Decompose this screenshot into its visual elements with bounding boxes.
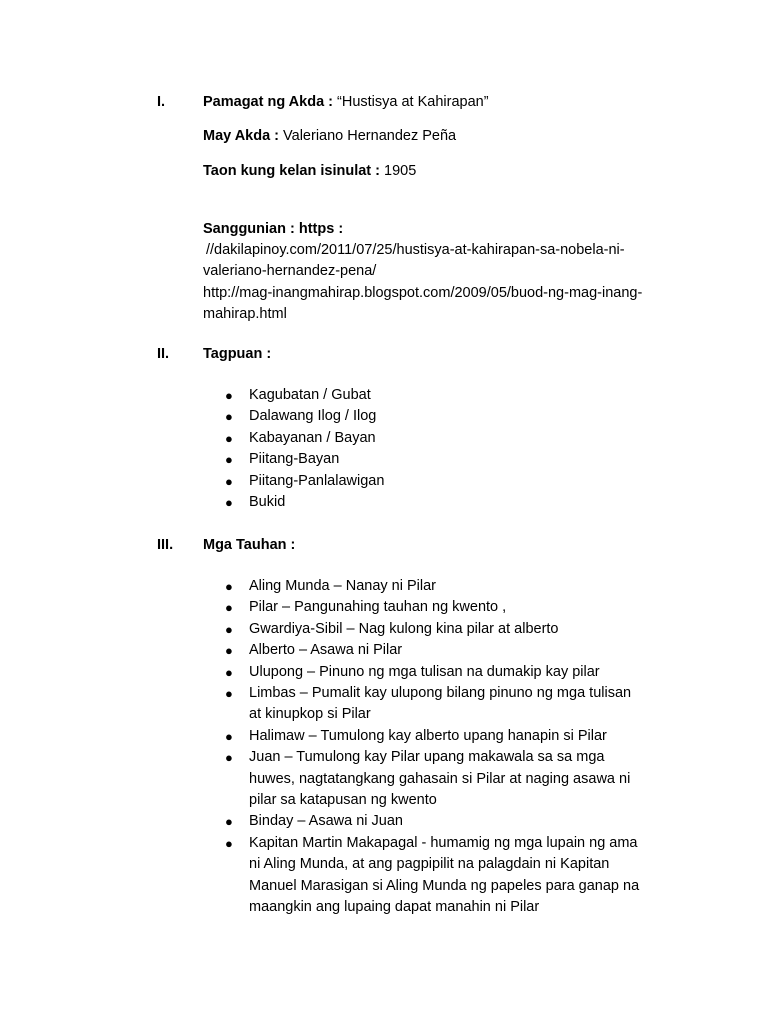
author-label: May Akda : <box>203 128 280 144</box>
source-line: http://mag-inangmahirap.blogspot.com/2009/05/buod-ng-mag-inang- <box>203 284 643 301</box>
bullet-icon: ● <box>225 495 233 511</box>
source-line: //dakilapinoy.com/2011/07/25/hustisya-at-kahirapan-sa-nobela-ni- <box>206 242 625 258</box>
list-item: ● Limbas – Pumalit kay ulupong bilang pinuno ng mga tulisan at kinupkop si Pilar <box>225 685 632 723</box>
section-1-numeral: I. <box>157 94 166 110</box>
list-item: ● Pilar – Pangunahing tauhan ng kwento , <box>203 597 643 618</box>
section-3-numeral: III. <box>157 537 174 553</box>
bullet-icon: ● <box>225 388 233 403</box>
list-item: ● Piitang-Bayan <box>203 449 643 470</box>
setting-heading: Tagpuan : <box>203 346 272 362</box>
sources-list <box>203 240 683 326</box>
list-item: ● Alberto – Asawa ni Pilar <box>203 640 643 661</box>
list-item: ● Piitang-Panlalawigan <box>203 471 643 492</box>
characters-heading: Mga Tauhan : <box>203 537 296 553</box>
bullet-icon: ● <box>225 643 233 659</box>
bullet-icon: ● <box>225 686 233 702</box>
author-value: Valeriano Hernandez Peña <box>283 128 457 144</box>
year-label: Taon kung kelan isinulat : <box>203 163 380 179</box>
bullet-icon: ● <box>225 579 233 594</box>
bullet-icon: ● <box>225 835 233 851</box>
bullet-icon: ● <box>225 452 233 468</box>
title-line <box>203 92 489 112</box>
list-item: ● Aling Munda – Nanay ni Pilar <box>203 576 643 597</box>
list-item: ● Bukid <box>203 492 643 513</box>
list-item: ● Kabayanan / Bayan <box>203 428 643 449</box>
list-item: ● Gwardiya-Sibil – Nag kulong kina pilar at alberto <box>203 619 643 640</box>
author-line <box>203 126 456 146</box>
list-item: ● Kapitan Martin Makapagal - humamig ng mga lupain ng ama ni Aling Munda, at ang pagpipilit na palagdain ni Kapitan Manuel Marasigan si Aling Munda ng papeles para ganap na maangkin ang lupaing dapat manahin ni Pilar <box>225 834 640 916</box>
characters-list <box>203 576 643 919</box>
list-item: ● Kagubatan / Gubat <box>203 385 643 406</box>
bullet-icon: ● <box>225 621 233 637</box>
year-line <box>203 161 416 181</box>
source-line: mahirap.html <box>203 306 287 323</box>
bullet-icon: ● <box>225 600 233 616</box>
bullet-icon: ● <box>225 814 233 830</box>
list-item: ● Binday – Asawa ni Juan <box>203 811 643 832</box>
setting-list <box>203 385 643 513</box>
bullet-icon: ● <box>225 430 233 446</box>
section-2-numeral: II. <box>157 346 170 362</box>
sources-label: Sanggunian : https : <box>203 221 344 237</box>
title-value: “Hustisya at Kahirapan” <box>337 94 489 110</box>
bullet-icon: ● <box>225 664 233 680</box>
title-label: Pamagat ng Akda : <box>203 94 333 110</box>
list-item: ● Dalawang Ilog / Ilog <box>203 406 643 427</box>
year-value: 1905 <box>384 163 417 179</box>
bullet-icon: ● <box>225 409 233 425</box>
bullet-icon: ● <box>225 750 233 766</box>
list-item: ● Juan – Tumulong kay Pilar upang makawala sa sa mga huwes, nagtatangkang gahasain si Pilar at naging asawa ni pilar sa katapusan ng kwento <box>225 749 631 809</box>
list-item: ● Halimaw – Tumulong kay alberto upang hanapin si Pilar <box>203 726 643 747</box>
source-line: valeriano-hernandez-pena/ <box>203 263 377 280</box>
bullet-icon: ● <box>225 728 233 744</box>
bullet-icon: ● <box>225 473 233 489</box>
list-item: ● Ulupong – Pinuno ng mga tulisan na dumakip kay pilar <box>203 662 643 683</box>
